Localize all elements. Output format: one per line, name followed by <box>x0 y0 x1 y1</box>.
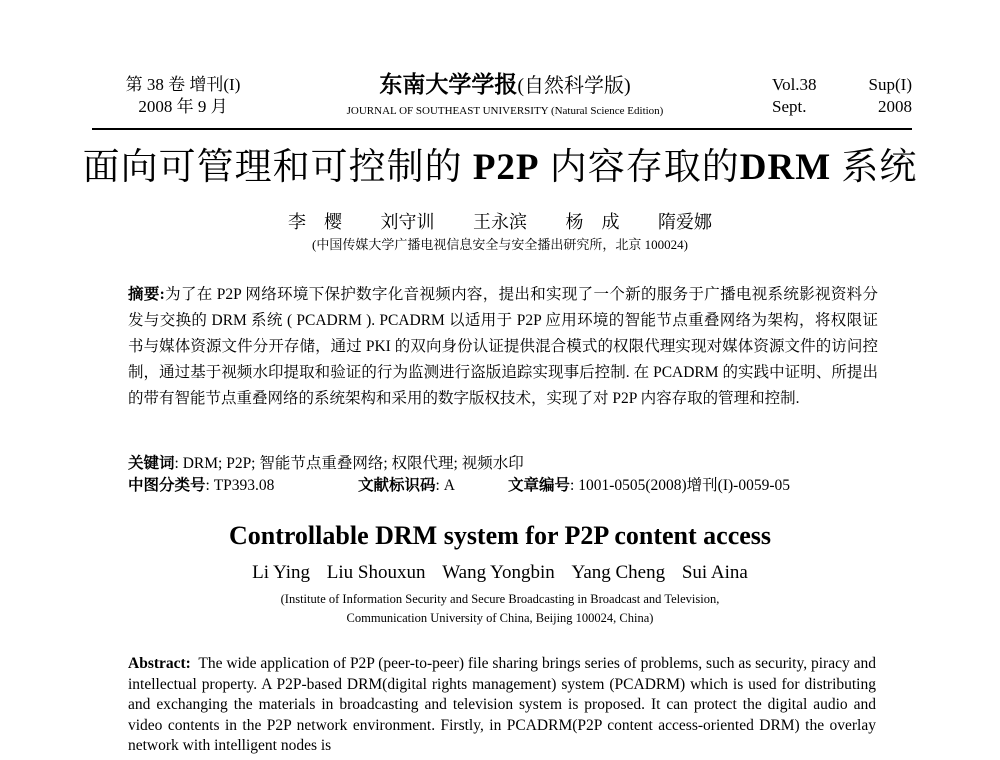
abstract-cn-text: 为了在 P2P 网络环境下保护数字化音视频内容，提出和实现了一个新的服务于广播电视系统影视资料分发与交换的 DRM 系统 ( PCADRM ). PCADRM 以适用于 P2P 应用环境的智能节点重叠网络为架构，将权限证书与媒体资源文件分开存储，通过 PKI 的双向身份认证提供混合模式的权限代理实现对媒体资源文件的访问控制，通过基于视频水印提取和验证的行为监测进行盗版追踪实现事后控制. 在 PCADRM 的实践中证明、所提出的带有智能节点重叠网络的系统架构和采用的数字版权技术，实现了对 P2P 内容存取的管理和控制. <box>128 286 878 407</box>
journal-header <box>290 70 720 119</box>
volume-en: Vol.38 <box>772 75 817 94</box>
volume-issue-cn: 第 38 卷 增刊(I) <box>125 75 241 94</box>
affiliation-en-line2: Communication University of China, Beijing 100024, China) <box>346 611 654 625</box>
journal-name-cn <box>290 70 720 101</box>
title-cn-part1: 面向可管理和可控制的 <box>82 147 463 188</box>
month-en: Sept. <box>772 97 807 116</box>
keywords-cn-text: : DRM; P2P; 智能节点重叠网络; 权限代理; 视频水印 <box>174 455 524 472</box>
article-number-value: : 1001-0505(2008)增刊(I)-0059-05 <box>570 477 790 494</box>
year-en: 2008 <box>878 97 912 116</box>
doc-code-value: : A <box>435 477 455 494</box>
authors-cn <box>0 210 1000 234</box>
clc-label: 中图分类号 <box>128 477 206 494</box>
author-en: Sui Aina <box>681 562 748 583</box>
date-cn: 2008 年 9 月 <box>138 97 228 116</box>
paper-title-en: Controllable DRM system for P2P content access <box>228 521 772 550</box>
title-cn-drm: DRM <box>739 147 832 188</box>
author-cn: 刘守训 <box>380 212 435 232</box>
journal-name-main: 东南大学学报 <box>379 72 518 97</box>
supplement-en: Sup(I) <box>868 75 912 94</box>
affiliation-cn: (中国传媒大学广播电视信息安全与安全播出研究所，北京 100024) <box>312 237 688 252</box>
author-en: Liu Shouxun <box>326 562 426 583</box>
paper-title-cn <box>0 146 1000 190</box>
affiliation-en-line1: (Institute of Information Security and Secure Broadcasting in Broadcast and Television, <box>280 592 720 606</box>
abstract-en <box>128 654 876 757</box>
keywords-cn-label: 关键词 <box>128 455 175 472</box>
doc-code-label: 文献标识码 <box>358 477 436 494</box>
title-cn-p2p: P2P <box>472 147 540 188</box>
classification-line <box>128 475 878 497</box>
authors-en <box>0 560 1000 586</box>
journal-name-en: JOURNAL OF SOUTHEAST UNIVERSITY (Natural Science Edition) <box>346 105 664 117</box>
author-en: Yang Cheng <box>571 562 666 583</box>
abstract-cn <box>128 282 878 412</box>
author-cn: 李 樱 <box>288 212 342 232</box>
author-cn: 杨 成 <box>565 212 620 232</box>
author-en: Li Ying <box>252 562 311 583</box>
abstract-en-label: Abstract: <box>128 655 191 672</box>
issue-info <box>98 74 268 118</box>
volume-info <box>772 74 912 118</box>
affiliation-en <box>0 590 1000 628</box>
keywords-cn <box>128 453 524 475</box>
title-cn-part3: 系统 <box>841 147 918 188</box>
journal-edition-cn: (自然科学版) <box>517 75 631 97</box>
author-cn: 王永滨 <box>473 212 527 232</box>
abstract-cn-label: 摘要: <box>128 286 165 303</box>
title-cn-part2: 内容存取的 <box>549 147 740 188</box>
author-en: Wang Yongbin <box>442 562 555 583</box>
article-number-label: 文章编号 <box>508 477 571 494</box>
clc-value: : TP393.08 <box>205 477 275 494</box>
author-cn: 隋爱娜 <box>658 212 712 232</box>
abstract-en-text: The wide application of P2P (peer-to-peer) file sharing brings series of problems, such as security, piracy and intellectual property. A P2P-based DRM(digital rights management) system (PCADRM) which is used for distributing and exchanging the materials in broadcasting and television system is proposed. It can protect the digital audio and video contents in the P2P network environment. Firstly, in PCADRM(P2P content access-oriented DRM) the overlay network with intelligent nodes is <box>128 655 876 754</box>
header-rule <box>92 128 912 130</box>
